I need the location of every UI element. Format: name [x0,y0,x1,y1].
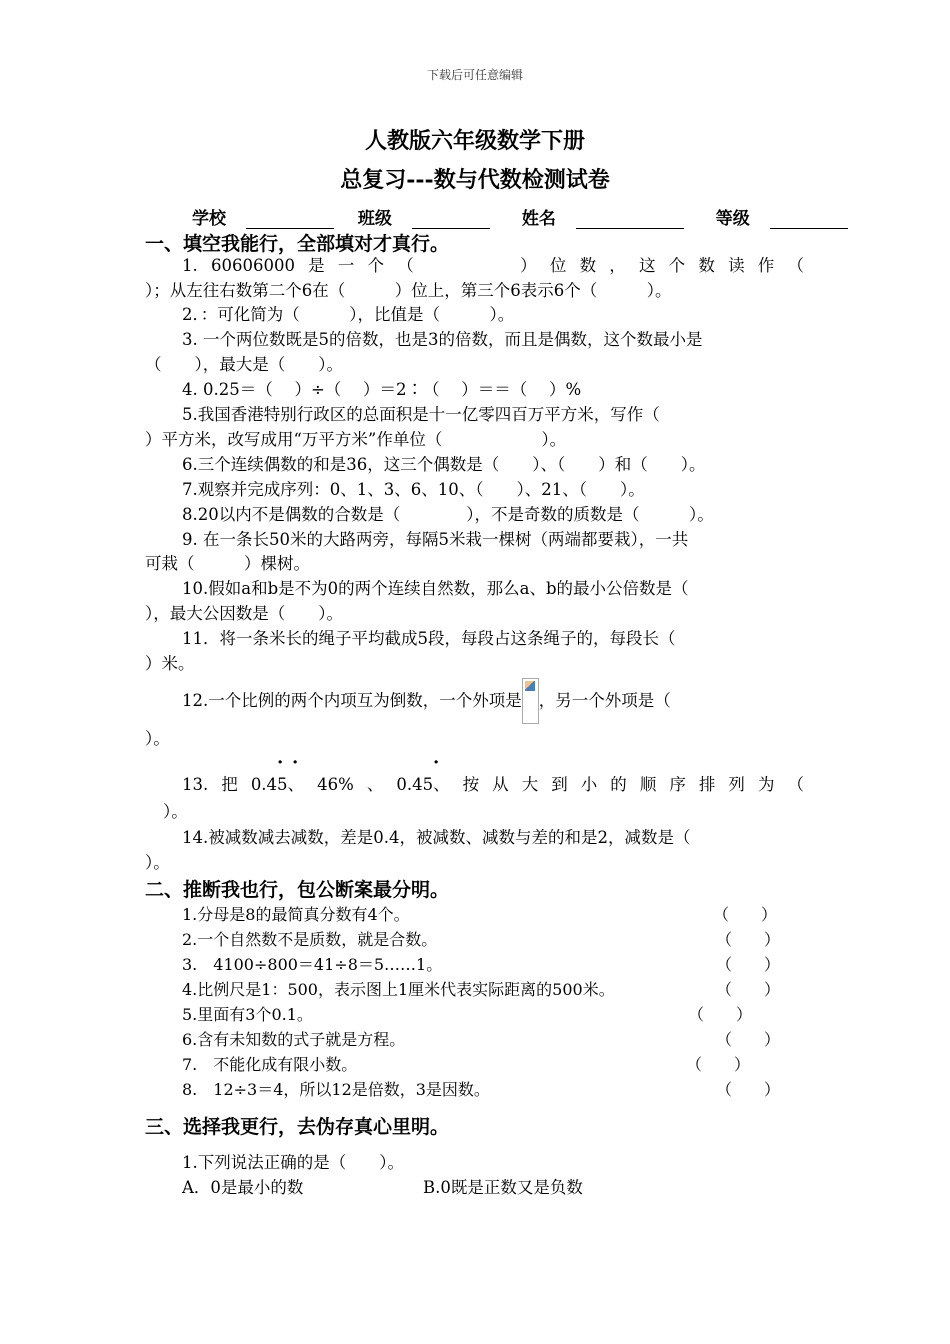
tf-item-2: 2.一个自然数不是质数，就是合数。 [182,930,438,949]
q1-token: ， [609,256,626,275]
tf-item-5: 5.里面有3个0.1。 [182,1005,313,1024]
q1-token: 个 [668,256,686,275]
q1-line2: ）；从左往右数第二个6在（ ）位上，第三个6表示6个（ ）。 [145,281,672,300]
section3-heading: 三、选择我更行，去伪存真心里明。 [145,1116,450,1138]
page-title: 人教版六年级数学下册 [364,128,585,154]
q13-token: 为 [757,775,775,794]
fraction-image-icon [522,678,539,724]
q13-token: 小 [580,775,598,794]
q6: 6.三个连续偶数的和是36，这三个偶数是（ ）、（ ）和（ ）。 [182,455,706,474]
q13-token: 按 [462,775,480,794]
q1-token: （ [397,256,414,275]
q13-token: 序 [669,775,686,794]
q5-line2: ）平方米，改写成用“万平方米”作单位（ ）。 [145,430,567,449]
q13-token: 从 [492,775,509,794]
school-field[interactable] [246,210,334,229]
q13-token: 排 [698,775,716,794]
q13-token: 0.45、 [396,775,450,794]
q1-token: 一 [337,256,355,275]
q1-token: 数 [579,256,597,275]
q1-token: 位 [549,256,567,275]
mc-option-b[interactable]: B.0既是正数又是负数 [423,1178,583,1197]
tf-answer-8[interactable]: （ ） [716,1080,781,1099]
q1-token: （ [787,256,804,275]
q13-token: 把 [221,775,238,794]
grade-field[interactable] [770,210,848,229]
q9-line2: 可栽（ ）棵树。 [145,554,310,573]
q1-token: 1. [182,256,198,275]
q10-line2: ），最大公因数是（ ）。 [145,604,343,623]
header-note: 下载后可任意编辑 [426,68,523,82]
q13-token: 顺 [639,775,657,794]
q1-token: 作 [757,256,775,275]
q3-line1: 3. 一个两位数既是5的倍数，也是3的倍数，而且是偶数，这个数最小是 [182,330,703,349]
q14-line2: ）。 [145,853,170,872]
q4: 4. 0.25＝（ ）÷（ ）＝2∶（ ）＝＝（ ）% [182,380,582,399]
mc-option-a[interactable]: A．0是最小的数 [182,1178,304,1197]
name-field[interactable] [576,210,684,229]
tf-answer-4[interactable]: （ ） [716,980,781,999]
q9-line1: 9. 在一条长50米的大路两旁，每隔5米栽一棵树（两端都要栽），一共 [182,530,689,549]
q1-token: 数 [698,256,715,275]
q5-line1: 5.我国香港特别行政区的总面积是十一亿零四百万平方米，写作（ [182,405,660,424]
q1-token: 是 [308,256,325,275]
student-info-row [192,204,868,229]
section1-heading: 一、填空我能行，全部填对才真行。 [145,233,450,255]
q7: 7.观察并完成序列：0、1、3、6、10、（ ）、21、（ ）。 [182,480,645,499]
q1-token: 个 [367,256,385,275]
q8: 8.20以内不是偶数的合数是（ ），不是奇数的质数是（ ）。 [182,505,714,524]
tf-answer-5[interactable]: （ ） [688,1005,753,1024]
tf-answer-7[interactable]: （ ） [686,1055,751,1074]
q13-line2: ）。 [163,802,188,821]
q12-text-end: ，另一个外项是（ [538,691,671,710]
q13-token: 46% [317,775,354,794]
page-subtitle: 总复习---数与代数检测试卷 [340,167,610,193]
section2-heading: 二、推断我也行，包公断案最分明。 [145,879,450,901]
q13-token: 0.45、 [250,775,305,794]
q1-token: 这 [638,256,656,275]
tf-item-8: 8. 12÷3＝4，所以12是倍数，3是因数。 [182,1080,490,1099]
q13-token: （ [787,775,804,794]
class-field[interactable] [412,210,490,229]
q2: 2．：可化简为（ ），比值是（ ）。 [182,305,515,324]
q13-token: 大 [521,775,539,794]
name-label: 姓名 [521,209,556,229]
q13-token: 列 [728,775,745,794]
tf-item-6: 6.含有未知数的式子就是方程。 [182,1030,406,1049]
tf-item-3: 3. 4100÷800＝41÷8＝5……1。 [182,955,443,974]
q1-blank [427,254,507,278]
tf-item-7: 7. 不能化成有限小数。 [182,1055,358,1074]
school-label: 学校 [192,209,226,229]
q13-token: 的 [610,775,627,794]
q1-token: ） [520,256,537,275]
q13-token: 到 [551,775,568,794]
q1-token: 60606000 [210,256,295,275]
tf-item-4: 4.比例尺是1：500，表示图上1厘米代表实际距离的500米。 [182,980,615,999]
grade-label: 等级 [715,209,750,229]
q13-line1 [182,773,804,797]
q14-line1: 14.被减数减去减数，差是0.4，被减数、减数与差的和是2，减数是（ [182,828,691,847]
q12-text: 12.一个比例的两个内项互为倒数，一个外项是 [182,691,522,710]
tf-answer-6[interactable]: （ ） [716,1030,781,1049]
q1-token: 读 [728,256,745,275]
q11-line1: 11．将一条米长的绳子平均截成5段，每段占这条绳子的，每段长（ [182,629,676,648]
repeating-dot-mark: · [292,752,299,773]
q12-line1 [182,677,671,725]
mc-q1: 1.下列说法正确的是（ ）。 [182,1153,404,1172]
repeating-dot-mark: · [433,752,440,773]
q1-line1 [182,254,804,278]
tf-answer-2[interactable]: （ ） [716,930,781,949]
q10-line1: 10.假如a和b是不为0的两个连续自然数，那么a、b的最小公倍数是（ [182,579,689,598]
tf-answer-3[interactable]: （ ） [716,955,781,974]
tf-item-1: 1.分母是8的最简真分数有4个。 [182,905,410,924]
repeating-dot-mark: · [277,752,284,773]
q13-token: 、 [366,775,384,794]
q13-token: 13. [182,775,209,794]
tf-answer-1[interactable]: （ ） [713,905,778,924]
q12-line2: ）。 [145,729,170,748]
q11-line2: ）米。 [145,654,195,673]
q3-line2: （ ），最大是（ ）。 [145,355,343,374]
class-label: 班级 [357,209,392,229]
